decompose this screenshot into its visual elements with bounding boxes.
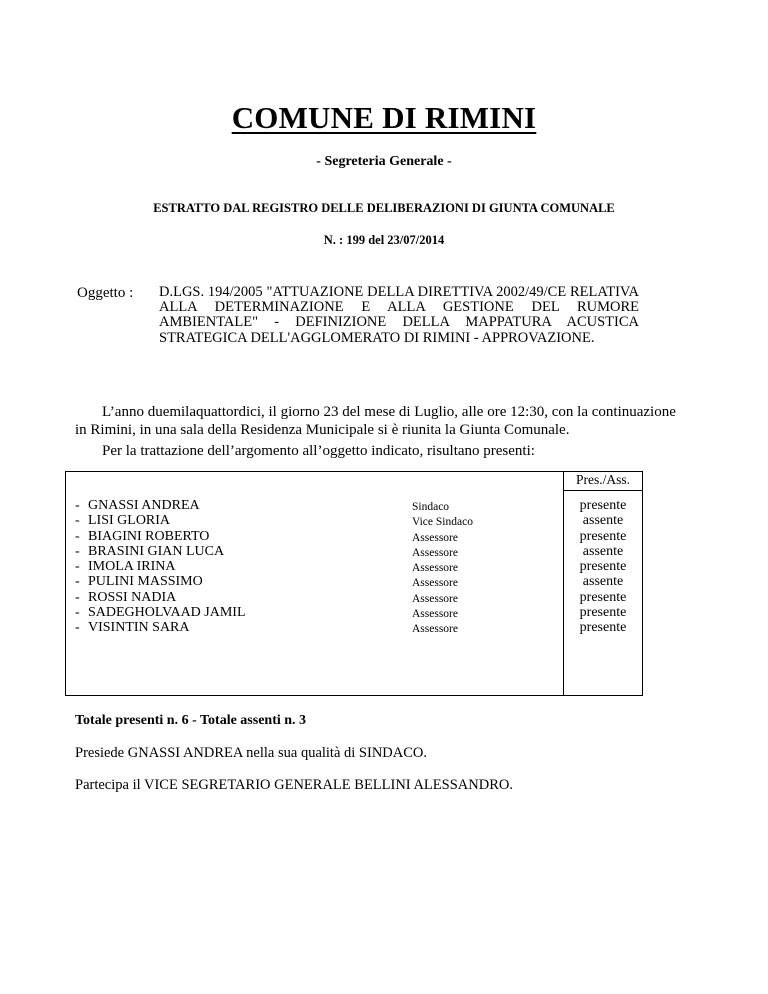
member-status: assente — [582, 543, 624, 559]
intro-line-1: L’anno duemilaquattordici, il giorno 23 del mese di Luglio, alle ore 12:30, con la continuazione — [102, 404, 676, 420]
member-status: presente — [579, 605, 627, 621]
presenti-intro: Per la trattazione dell’argomento all’oggetto indicato, risultano presenti: — [102, 443, 535, 459]
member-name: PULINI MASSIMO — [88, 574, 203, 590]
intro-line-2: in Rimini, in una sala della Residenza Municipale si è riunita la Giunta Comunale. — [75, 422, 570, 438]
member-row — [75, 529, 246, 544]
member-role: Assessore — [412, 562, 458, 575]
partecipa-line: Partecipa il VICE SEGRETARIO GENERALE BELLINI ALESSANDRO. — [75, 777, 513, 793]
member-status: presente — [579, 498, 627, 513]
member-dash: - — [75, 513, 80, 529]
intro-paragraph — [75, 403, 715, 439]
member-role: Assessore — [412, 546, 458, 559]
member-row — [75, 590, 246, 605]
document-title: COMUNE DI RIMINI — [231, 100, 537, 135]
member-name: LISI GLORIA — [88, 513, 171, 529]
member-status: presente — [579, 528, 627, 544]
member-role: Vice Sindaco — [412, 516, 473, 529]
document-subtitle: - Segreteria Generale - — [316, 154, 452, 169]
member-row — [75, 574, 246, 589]
member-role: Assessore — [412, 531, 458, 544]
member-role: Assessore — [412, 577, 458, 590]
member-role: Assessore — [412, 592, 458, 605]
member-name: GNASSI ANDREA — [88, 498, 200, 513]
member-role: Assessore — [412, 623, 458, 636]
member-name: ROSSI NADIA — [88, 589, 177, 605]
member-row — [75, 620, 246, 635]
attendance-column-header: Pres./Ass. — [575, 472, 630, 487]
member-dash: - — [75, 528, 80, 544]
member-name: BRASINI GIAN LUCA — [88, 543, 225, 559]
member-row — [75, 544, 246, 559]
member-status: assente — [582, 574, 624, 590]
member-dash: - — [75, 559, 80, 575]
member-row — [75, 513, 246, 528]
member-statuses — [563, 498, 643, 636]
member-row — [75, 605, 246, 620]
member-row — [75, 559, 246, 574]
member-dash: - — [75, 543, 80, 559]
member-role: Assessore — [412, 608, 458, 621]
member-dash: - — [75, 589, 80, 605]
member-name: IMOLA IRINA — [88, 559, 176, 575]
attendance-totals: Totale presenti n. 6 - Totale assenti n. 3 — [75, 713, 307, 728]
member-name: VISINTIN SARA — [88, 620, 190, 636]
member-status: presente — [579, 589, 627, 605]
member-roles — [412, 500, 473, 638]
member-name: BIAGINI ROBERTO — [88, 528, 210, 544]
member-status: presente — [579, 559, 627, 575]
deliberation-number: N. : 199 del 23/07/2014 — [323, 233, 445, 247]
member-role: Sindaco — [412, 501, 450, 513]
member-names — [75, 498, 246, 636]
registro-heading: ESTRATTO DAL REGISTRO DELLE DELIBERAZIONI DI GIUNTA COMUNALE — [153, 201, 615, 215]
member-row — [75, 498, 246, 513]
member-dash: - — [75, 605, 80, 621]
member-name: SADEGHOLVAAD JAMIL — [88, 605, 246, 621]
member-dash: - — [75, 574, 80, 590]
member-dash: - — [75, 620, 80, 636]
attendance-header-line — [563, 490, 643, 491]
member-dash: - — [75, 498, 80, 513]
oggetto-label: Oggetto : — [77, 285, 134, 301]
member-status: presente — [579, 620, 627, 636]
member-status: assente — [582, 513, 624, 529]
presiede-line: Presiede GNASSI ANDREA nella sua qualità di SINDACO. — [75, 745, 428, 761]
oggetto-text: D.LGS. 194/2005 "ATTUAZIONE DELLA DIRETTIVA 2002/49/CE RELATIVA ALLA DETERMINAZIONE E ALLA GESTIONE DEL RUMORE AMBIENTALE" - DEFINIZIONE DELLA MAPPATURA ACUSTICA STRATEGICA DELL'AGGLOMERATO DI RIMINI - APPROVAZIONE. — [159, 284, 639, 346]
